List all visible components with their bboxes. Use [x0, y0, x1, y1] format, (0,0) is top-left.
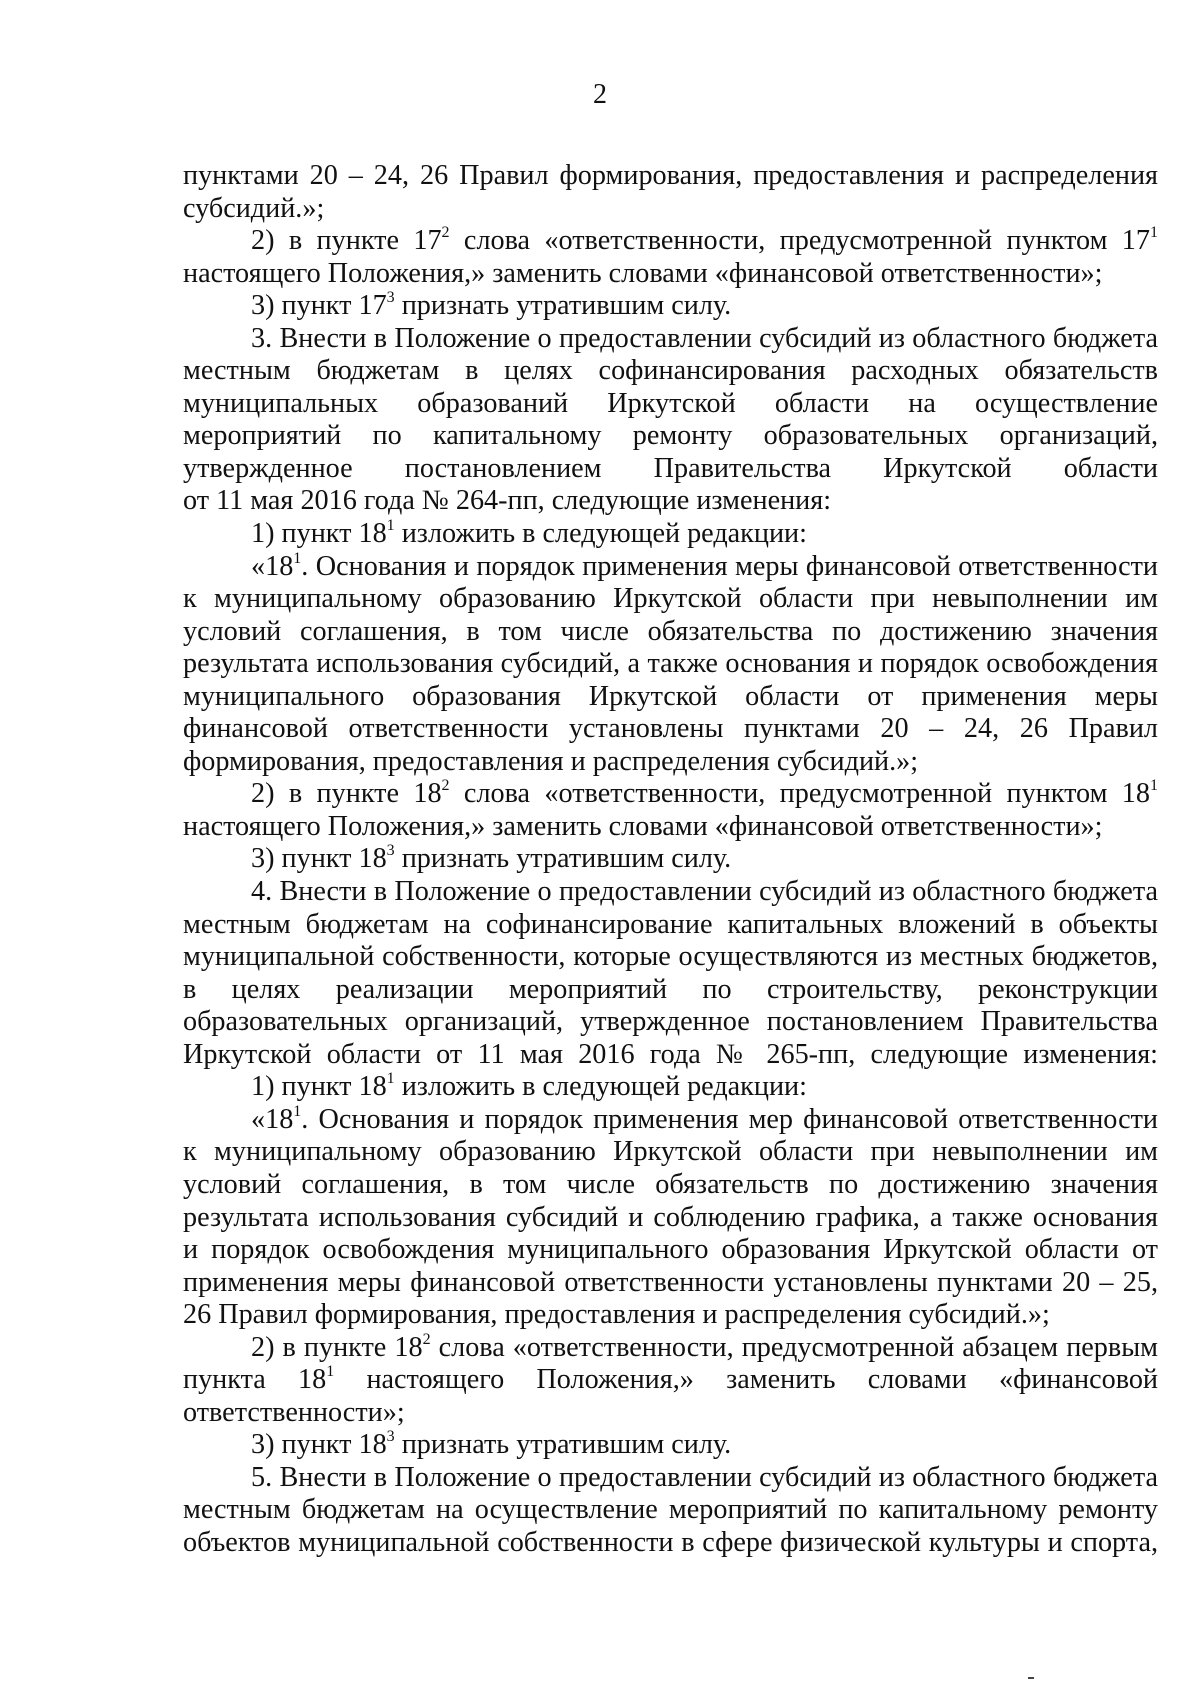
text-run: пункта 18 [183, 1364, 327, 1396]
text-line [183, 1364, 1158, 1397]
text-run: . Основания и порядок применения мер финансовой ответственности [301, 1103, 1158, 1135]
text-line [183, 290, 1158, 323]
superscript: 1 [326, 1364, 335, 1381]
text-line [183, 1006, 1158, 1039]
text-line [183, 843, 1158, 876]
text-run: 2) в пункте 18 [251, 1331, 423, 1363]
text-line [183, 551, 1158, 584]
text-line [183, 909, 1158, 942]
text-line [183, 160, 1158, 193]
text-run: «18 [251, 1103, 294, 1135]
text-run: объектов муниципальной собственности в сфере физической культуры и спорта, [183, 1526, 1158, 1558]
text-run: субсидий.»; [183, 192, 325, 224]
text-run: «18 [251, 550, 294, 582]
text-line [183, 355, 1158, 388]
text-line [183, 876, 1158, 909]
text-run: применения меры финансовой ответственности установлены пунктами 20 – 25, [183, 1266, 1158, 1298]
text-run: настоящего Положения,» заменить словами «финансовой ответственности»; [183, 257, 1103, 289]
text-line [183, 648, 1158, 681]
superscript: 1 [293, 550, 302, 567]
text-line [183, 681, 1158, 714]
text-run: признать утратившим силу. [394, 843, 732, 875]
text-line [183, 485, 1158, 518]
superscript: 1 [386, 1071, 395, 1088]
text-run: местным бюджетам на осуществление мероприятий по капитальному ремонту [183, 1494, 1158, 1526]
text-run: настоящего Положения,» заменить словами «финансовой ответственности»; [183, 810, 1103, 842]
text-run: 3. Внести в Положение о предоставлении субсидий из областного бюджета [251, 322, 1158, 354]
superscript: 3 [386, 1429, 395, 1446]
text-run: муниципальных образований Иркутской области на осуществление [183, 387, 1158, 419]
text-line [183, 193, 1158, 226]
text-run: муниципального образования Иркутской области от применения меры [183, 680, 1158, 712]
text-run: местным бюджетам в целях софинансирования расходных обязательств [183, 355, 1158, 387]
text-line [183, 941, 1158, 974]
text-line [183, 323, 1158, 356]
text-run: 26 Правил формирования, предоставления и распределения субсидий.»; [183, 1299, 1050, 1331]
text-line [183, 1267, 1158, 1300]
text-line [183, 1429, 1158, 1462]
text-run: результата использования субсидий, а также основания и порядок освобождения [183, 648, 1158, 680]
text-line [183, 1299, 1158, 1332]
text-line [183, 1039, 1158, 1072]
text-run: 2) в пункте 17 [251, 225, 442, 257]
text-run: пунктами 20 – 24, 26 Правил формирования, предоставления и распределения [183, 160, 1158, 191]
superscript: 1 [386, 518, 395, 535]
text-run: от 11 мая 2016 года № 264-пп, следующие изменения: [183, 485, 832, 517]
text-line [183, 616, 1158, 649]
superscript: 2 [422, 1331, 431, 1348]
text-line [183, 388, 1158, 421]
superscript: 3 [386, 290, 395, 307]
text-line [183, 258, 1158, 291]
text-line [183, 713, 1158, 746]
text-line [183, 1071, 1158, 1104]
text-line [183, 1494, 1158, 1527]
text-run: слова «ответственности, предусмотренной пунктом 18 [449, 778, 1150, 810]
superscript: 1 [1150, 778, 1158, 795]
text-run: . Основания и порядок применения меры финансовой ответственности [301, 550, 1158, 582]
text-run: условий соглашения, в том числе обязательств по достижению значения [183, 1168, 1158, 1200]
text-line [183, 1332, 1158, 1365]
text-run: в целях реализации мероприятий по строительству, реконструкции [183, 973, 1158, 1005]
text-run: слова «ответственности, предусмотренной абзацем первым [430, 1331, 1158, 1363]
text-run: признать утратившим силу. [394, 1429, 732, 1461]
text-run: изложить в следующей редакции: [394, 518, 807, 550]
text-run: 3) пункт 18 [251, 843, 387, 875]
text-line [183, 1234, 1158, 1267]
text-line [183, 1104, 1158, 1137]
text-line [183, 225, 1158, 258]
text-line [183, 1462, 1158, 1495]
text-line [183, 746, 1158, 779]
text-run: 3) пункт 17 [251, 290, 387, 322]
superscript: 2 [441, 225, 450, 242]
document-body [183, 160, 1158, 1560]
text-line [183, 420, 1158, 453]
text-run: к муниципальному образованию Иркутской области при невыполнении им [183, 1136, 1158, 1168]
text-run: результата использования субсидий и соблюдению графика, а также основания [183, 1201, 1158, 1233]
text-run: местным бюджетам на софинансирование капитальных вложений в объекты [183, 908, 1158, 940]
text-line [183, 518, 1158, 551]
text-run: 5. Внести в Положение о предоставлении субсидий из областного бюджета [251, 1461, 1158, 1493]
text-run: изложить в следующей редакции: [394, 1071, 807, 1103]
text-run: ответственности»; [183, 1396, 405, 1428]
text-run: муниципальной собственности, которые осуществляются из местных бюджетов, [183, 941, 1158, 973]
page-number: 2 [593, 79, 607, 110]
text-run: слова «ответственности, предусмотренной пунктом 17 [449, 225, 1150, 257]
text-line [183, 974, 1158, 1007]
text-run: к муниципальному образованию Иркутской области при невыполнении им [183, 583, 1158, 615]
text-line [183, 583, 1158, 616]
text-line [183, 1169, 1158, 1202]
text-line [183, 1527, 1158, 1560]
superscript: 1 [293, 1103, 302, 1120]
text-line [183, 1202, 1158, 1235]
text-line [183, 1397, 1158, 1430]
text-run: 1) пункт 18 [251, 518, 387, 550]
text-run: условий соглашения, в том числе обязательства по достижению значения [183, 615, 1158, 647]
text-run: и порядок освобождения муниципального образования Иркутской области от [183, 1234, 1158, 1266]
text-run: мероприятий по капитальному ремонту образовательных организаций, [183, 420, 1158, 452]
text-run: финансовой ответственности установлены пунктами 20 – 24, 26 Правил [183, 713, 1158, 745]
text-run: настоящего Положения,» заменить словами «финансовой [334, 1364, 1158, 1396]
text-run: образовательных организаций, утвержденное постановлением Правительства [183, 1006, 1158, 1038]
text-run: 1) пункт 18 [251, 1071, 387, 1103]
text-run: признать утратившим силу. [394, 290, 732, 322]
text-run: 4. Внести в Положение о предоставлении субсидий из областного бюджета [251, 876, 1158, 908]
text-run: 2) в пункте 18 [251, 778, 442, 810]
text-run: формирования, предоставления и распределения субсидий.»; [183, 745, 919, 777]
superscript: 1 [1150, 225, 1158, 242]
superscript: 2 [441, 778, 450, 795]
text-run: 3) пункт 18 [251, 1429, 387, 1461]
superscript: 3 [386, 843, 395, 860]
scan-artifact-mark [1028, 1677, 1034, 1679]
text-run: утвержденное постановлением Правительства Иркутской области [183, 452, 1158, 484]
text-line [183, 811, 1158, 844]
text-line [183, 778, 1158, 811]
text-line [183, 453, 1158, 486]
text-line [183, 1136, 1158, 1169]
text-run: Иркутской области от 11 мая 2016 года № 265-пп, следующие изменения: [183, 1038, 1158, 1070]
